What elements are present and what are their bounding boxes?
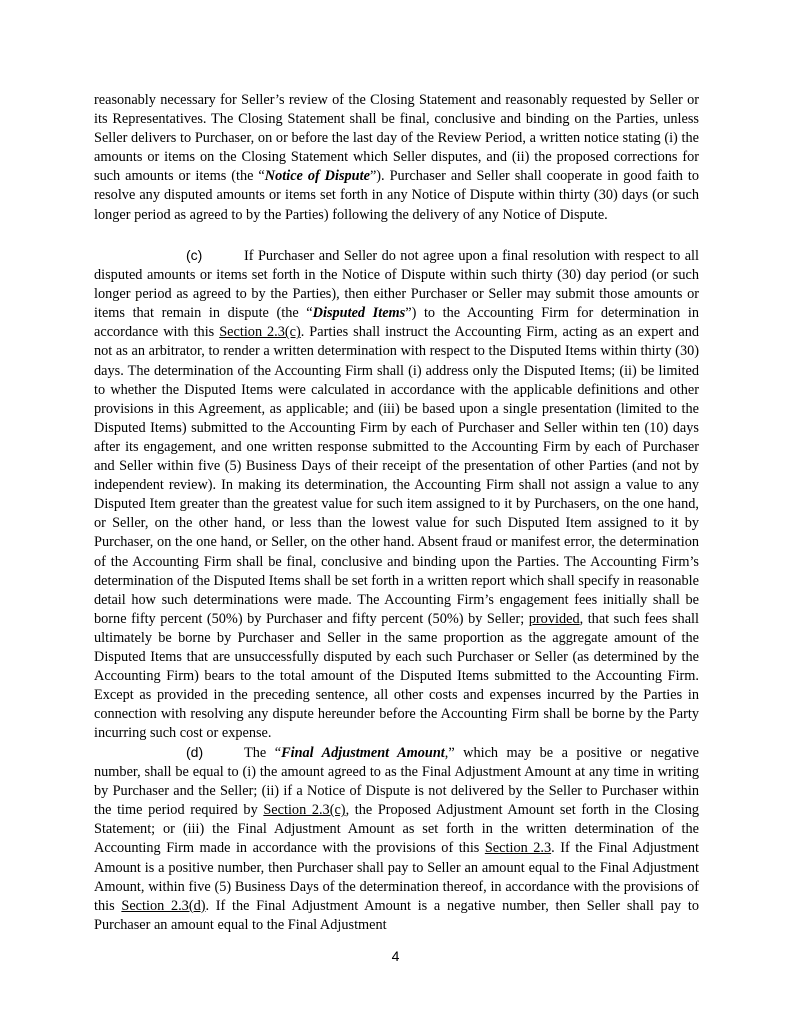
- section-reference-2-3-c: Section 2.3(c): [263, 802, 346, 819]
- paragraph-text: . Parties shall instruct the Accounting Firm, acting as an expert and not as an arbitrator, to render a written determination with respect to the Disputed Items within thirty (30) days. The determination of the Accounting Firm shall (i) address only the Disputed Items; (ii) be limited to whether the Disputed Items were calculated in accordance with the applicable definitions and other provisions in this Agreement, as applicable; and (iii) be based upon a single presentation (limited to the Disputed Items) submitted to the Accounting Firm by each of Purchaser and Seller within ten (10) days after its engagement, and one written response submitted to the Accounting Firm by each of Purchaser and Seller within five (5) Business Days of their receipt of the presentation of other Parties (and not by independent review). In making its determination, the Accounting Firm shall not assign a value to any Disputed Item greater than the greatest value for such item assigned to it by Purchasers, on the one hand, or Seller, on the other hand, or less than the lowest value for such Disputed Item assigned to it by Purchaser, on the one hand, or Seller, on the other hand. Absent fraud or manifest error, the determination of the Accounting Firm shall be final, conclusive and binding upon the Parties. The Accounting Firm’s determination of the Disputed Items shall be set forth in a written report which shall specify in reasonable detail how such determinations were made. The Accounting Firm’s engagement fees initially shall be borne fifty percent (50%) by Purchaser and fifty percent (50%) by Seller;: [94, 324, 700, 627]
- provided-keyword: provided: [528, 610, 580, 627]
- paragraph-text: reasonably necessary for Seller’s review of the Closing Statement and reasonably requested by Seller or its Representatives. The Closing Statement shall be final, conclusive and binding on the Parties, unless Seller delivers to Purchaser, on or before the last day of the Review Period, a written notice stating (i) the amounts or items on the Closing Statement which Seller disputes, and (ii) the proposed corrections for such amounts or items (the “: [94, 92, 699, 185]
- paragraph-text: ”). Purchaser and Seller shall cooperate in good faith to resolve any disputed amounts or items set forth in any Notice of Dispute within thirty (30) days (or such longer period as agreed to by the Parties) following the delivery of any Notice of Dispute.: [94, 168, 699, 223]
- clause-label-d: (d): [186, 744, 204, 760]
- paragraph-text: ,” which may be a positive or negative number, shall be equal to (i) the amount agreed to as the Final Adjustment Amount at any time in writing by Purchaser and the Seller; (ii) if a Notice of Dispute is not delivered by the Seller to Purchaser within the time period required by: [94, 745, 699, 819]
- defined-term-notice-of-dispute: Notice of Dispute: [264, 168, 370, 185]
- section-reference-2-3: Section 2.3: [484, 840, 552, 857]
- paragraph-closing-statement-review: [94, 91, 699, 225]
- page-number: 4: [391, 948, 400, 964]
- section-reference-2-3-d: Section 2.3(d): [121, 897, 206, 914]
- paragraph-section-2-3-c: [94, 246, 699, 743]
- section-reference-2-3-c: Section 2.3(c): [219, 324, 301, 341]
- paragraph-text: . If the Final Adjustment Amount is a negative number, then Seller shall pay to Purchaser an amount equal to the Final Adjustment: [94, 897, 700, 933]
- defined-term-disputed-items: Disputed Items: [312, 305, 406, 322]
- paragraph-text: The “: [244, 745, 282, 761]
- paragraph-section-2-3-d: [94, 743, 699, 935]
- paragraph-text: ”) to the Accounting Firm for determination in accordance with this: [94, 305, 699, 341]
- paragraph-text: If Purchaser and Seller do not agree upon a final resolution with respect to all disputed amounts or items set forth in the Notice of Dispute within such thirty (30) day period (or such longer period as agreed to by the Parties), then either Purchaser or Seller may submit those amounts or items that remain in dispute (the “: [94, 248, 699, 322]
- paragraph-text: , that such fees shall ultimately be borne by Purchaser and Seller in the same proportion as the aggregate amount of the Disputed Items that are unsuccessfully disputed by each such Purchaser or Seller (as determined by the Accounting Firm) bears to the total amount of the Disputed Items submitted to the Accounting Firm. Except as provided in the preceding sentence, all other costs and expenses incurred by the Parties in connection with resolving any dispute hereunder before the Accounting Firm shall be borne by the Party incurring such cost or expense.: [94, 610, 699, 742]
- paragraph-text: . If the Final Adjustment Amount is a positive number, then Purchaser shall pay to Seller an amount equal to the Final Adjustment Amount, within five (5) Business Days of the determination thereof, in accordance with the provisions of this: [94, 840, 699, 914]
- paragraph-text: , the Proposed Adjustment Amount set forth in the Closing Statement; or (iii) the Final Adjustment Amount as set forth in the written determination of the Accounting Firm made in accordance with the provisions of this: [94, 802, 699, 857]
- defined-term-final-adjustment-amount: Final Adjustment Amount: [281, 745, 445, 761]
- clause-label-c: (c): [186, 247, 203, 263]
